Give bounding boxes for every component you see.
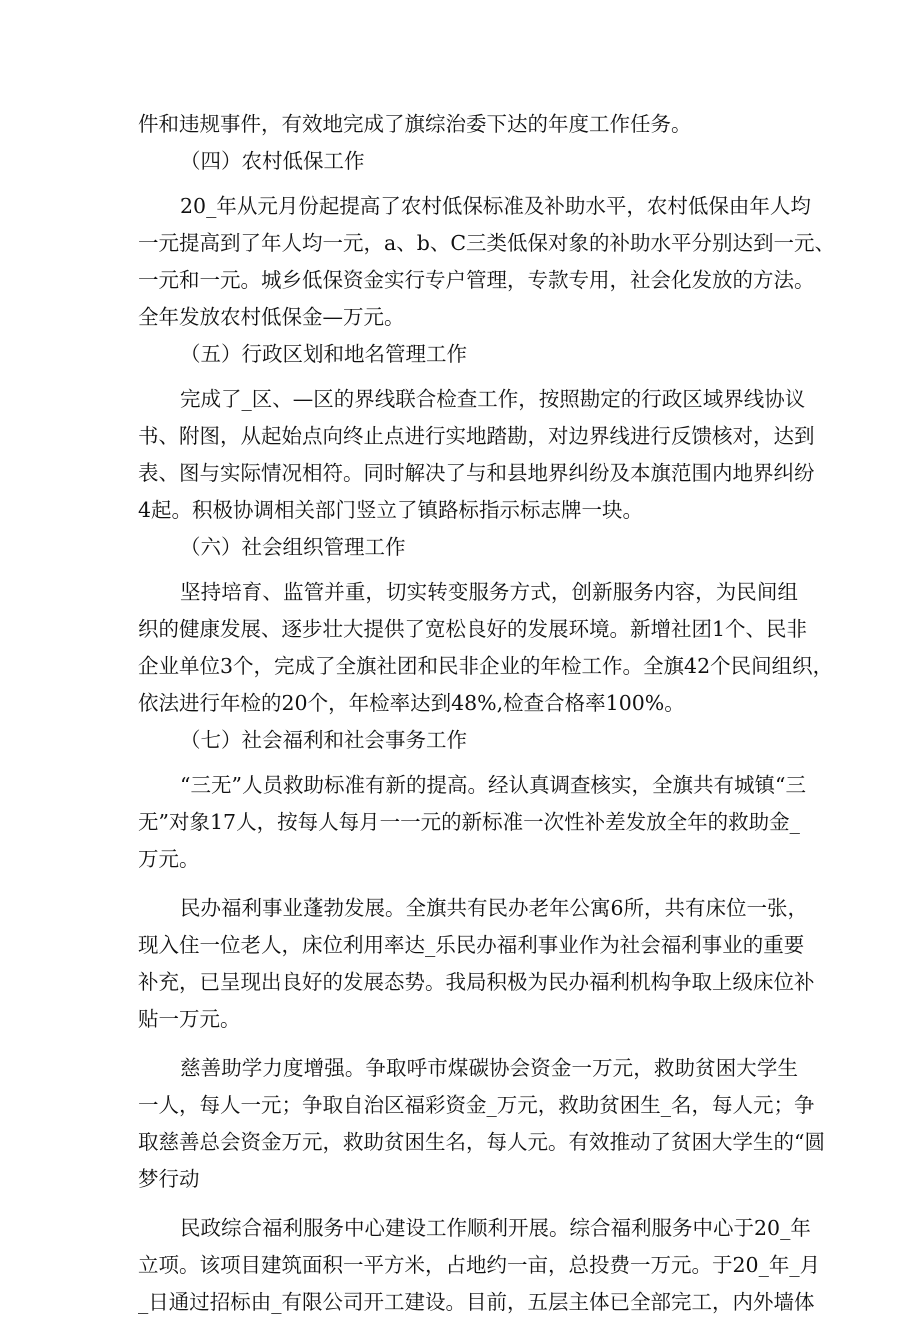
section-heading-4: （四）农村低保工作 [180,149,365,173]
text-line: 立项。该项目建筑面积一平方米，占地约一亩，总投费一万元。于20_年_月 [138,1253,821,1277]
text-line: 取慈善总会资金万元，救助贫困生名，每人元。有效推动了贫困大学生的“圆 [138,1130,825,1154]
text-line: 贴一万元。 [138,1007,241,1031]
text-line: 织的健康发展、逐步壮大提供了宽松良好的发展环境。新增社团1个、民非 [138,617,808,641]
text-line: 表、图与实际情况相符。同时解决了与和县地界纠纷及本旗范围内地界纠纷 [138,461,815,485]
text-line: 企业单位3个，完成了全旗社团和民非企业的年检工作。全旗42个民间组织， [138,654,834,678]
text-line: 依法进行年检的20个，年检率达到48%,检查合格率100%。 [138,691,685,715]
document-body [138,106,836,1321]
section-heading-7: （七）社会福利和社会事务工作 [180,728,467,752]
text-line: 民政综合福利服务中心建设工作顺利开展。综合福利服务中心于20_年 [180,1216,811,1240]
section-heading-5: （五）行政区划和地名管理工作 [180,342,467,366]
text-line: 书、附图，从起始点向终止点进行实地踏勘，对边界线进行反馈核对，达到 [138,424,815,448]
text-line: 全年发放农村低保金—万元。 [138,305,405,329]
text-line: 现入住一位老人，床位利用率达_乐民办福利事业作为社会福利事业的重要 [138,933,805,957]
text-line: 一元和一元。城乡低保资金实行专户管理，专款专用，社会化发放的方法。 [138,268,815,292]
text-line: 件和违规事件，有效地完成了旗综治委下达的年度工作任务。 [138,112,692,136]
text-line: 补充，已呈现出良好的发展态势。我局积极为民办福利机构争取上级床位补 [138,970,815,994]
text-line: 一元提高到了年人均一元，a、b、C三类低保对象的补助水平分别达到一元、 [138,231,836,255]
text-line: 无”对象17人，按每人每月一一元的新标准一次性补差发放全年的救助金_ [138,810,800,834]
text-line: 民办福利事业蓬勃发展。全旗共有民办老年公寓6所，共有床位一张， [180,896,809,920]
text-line: 一人，每人一元；争取自治区福彩资金_万元，救助贫困生_名，每人元；争 [138,1093,815,1117]
text-line: 20_年从元月份起提高了农村低保标准及补助水平，农村低保由年人均 [180,194,811,218]
text-line: _日通过招标由_有限公司开工建设。目前，五层主体已全部完工，内外墙体 [138,1290,815,1314]
text-line: “三无”人员救助标准有新的提高。经认真调查核实，全旗共有城镇“三 [180,773,806,797]
text-line: 梦行动 [138,1167,200,1191]
section-heading-6: （六）社会组织管理工作 [180,535,406,559]
text-line: 完成了_区、—区的界线联合检查工作，按照勘定的行政区域界线协议 [180,387,806,411]
text-line: 慈善助学力度增强。争取呼市煤碳协会资金一万元，救助贫困大学生 [180,1056,798,1080]
text-line: 4起。积极协调相关部门竖立了镇路标指示标志牌一块。 [138,498,644,522]
text-line: 坚持培育、监管并重，切实转变服务方式，创新服务内容，为民间组 [180,580,798,604]
text-line: 万元。 [138,847,200,871]
